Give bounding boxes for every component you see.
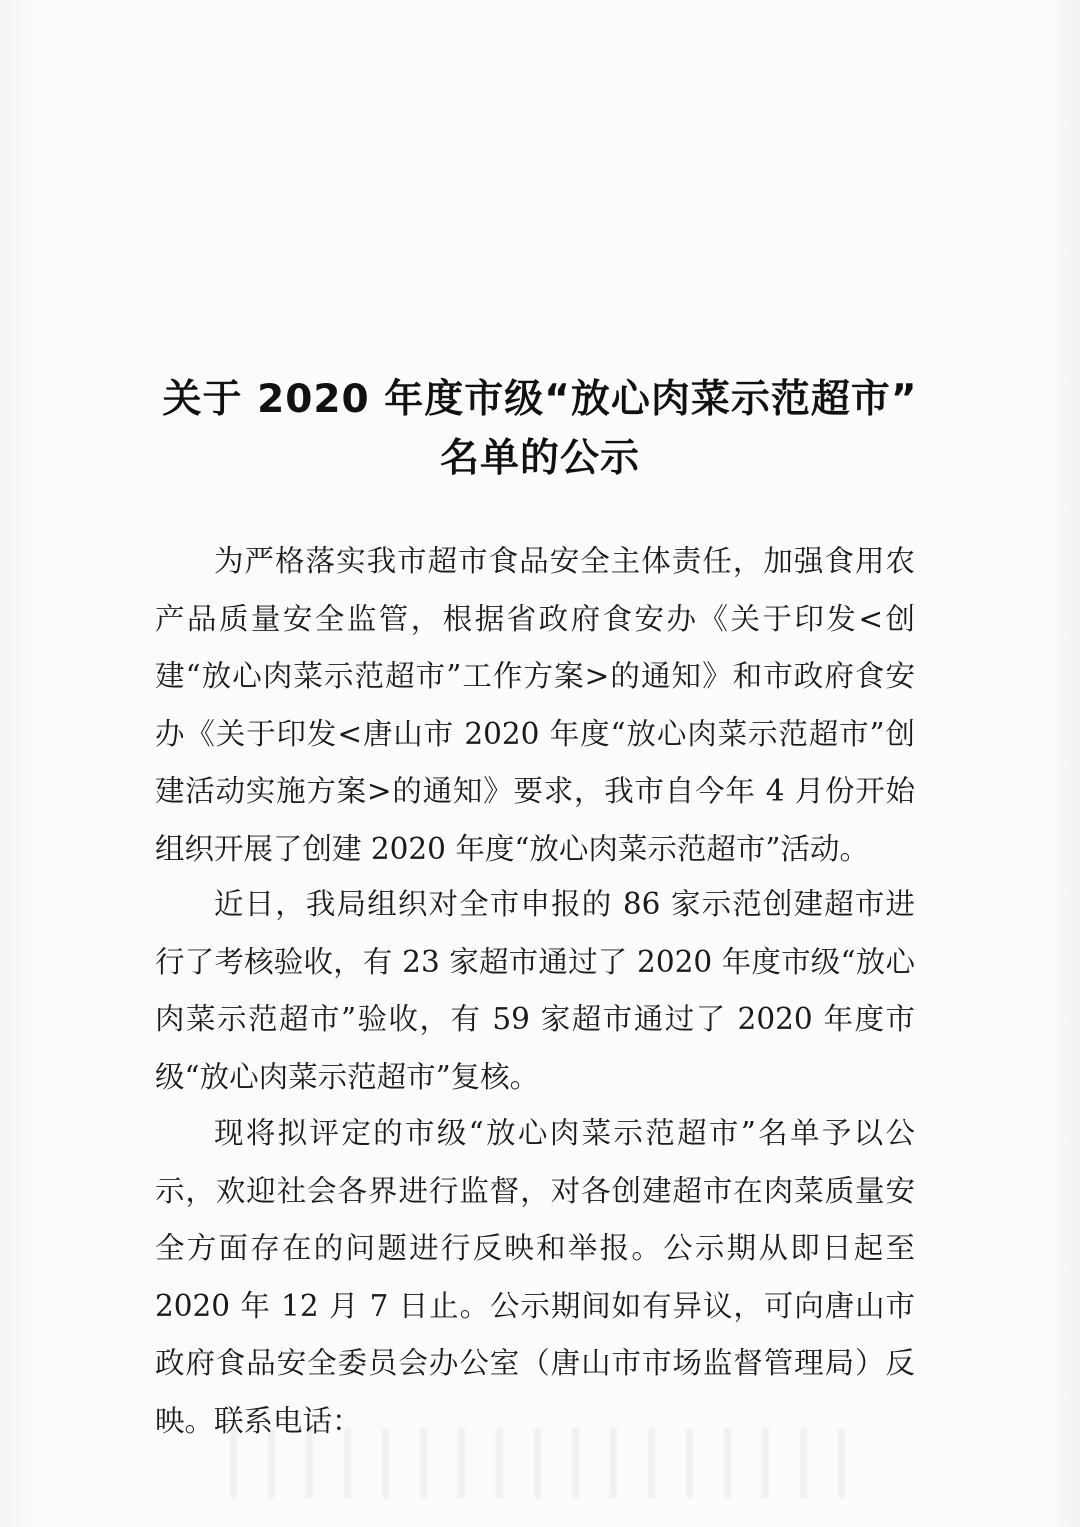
show-through-ink	[230, 1428, 850, 1498]
document-title-line-1: 关于 2020 年度市级“放心肉菜示范超市”	[162, 377, 918, 422]
document-title-line-2: 名单的公示	[439, 436, 640, 481]
body-paragraph-3: 现将拟评定的市级“放心肉菜示范超市”名单予以公示，欢迎社会各界进行监督，对各创建超市在肉菜质量安全方面存在的问题进行反映和举报。公示期从即日起至 2020 年 12 月 7 日止。公示期间如有异议，可向唐山市政府食品安全委员会办公室（唐山市市场监督管理局）反映。联系电话：	[155, 1116, 915, 1438]
body-paragraph-2: 近日，我局组织对全市申报的 86 家示范创建超市进行了考核验收，有 23 家超市通过了 2020 年度市级“放心肉菜示范超市”验收，有 59 家超市通过了 2020 年度市级“放心肉菜示范超市”复核。	[155, 887, 915, 1094]
body-paragraph-1: 为严格落实我市超市食品安全主体责任，加强食用农产品质量安全监管，根据省政府食安办《关于印发<创建“放心肉菜示范超市”工作方案>的通知》和市政府食安办《关于印发<唐山市 2020 年度“放心肉菜示范超市”创建活动实施方案>的通知》要求，我市自今年 4 月份开始组织开展了创建 2020 年度“放心肉菜示范超市”活动。	[155, 544, 915, 866]
